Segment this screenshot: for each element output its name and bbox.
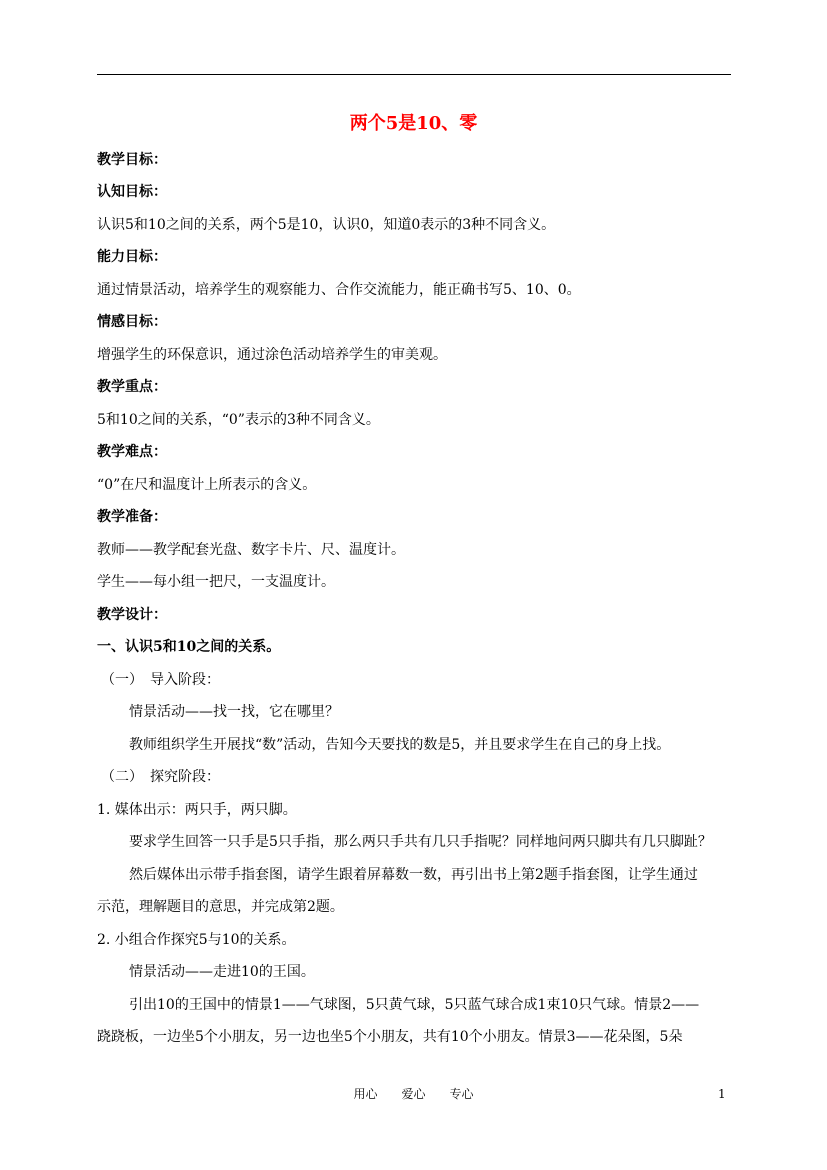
section-heading: 教学重点： — [97, 379, 167, 395]
paragraph-line: 然后媒体出示带手指套图，请学生跟着屏幕数一数，再引出书上第2题手指套图，让学生通过 — [129, 867, 698, 883]
paragraph-line: 学生——每小组一把尺，一支温度计。 — [97, 574, 335, 590]
paragraph-line: （一） 导入阶段： — [101, 672, 220, 688]
paragraph-line: 情景活动——走进10的王国。 — [129, 964, 315, 980]
page-title: 两个5是10、零 — [349, 113, 478, 134]
section-heading: 教学目标： — [97, 152, 167, 168]
section-heading: 教学设计： — [97, 607, 167, 623]
header-rule — [97, 74, 731, 75]
paragraph-line: 2. 小组合作探究5与10的关系。 — [97, 932, 296, 948]
paragraph-line: （二） 探究阶段： — [101, 769, 220, 785]
paragraph-line: 引出10的王国中的情景1——气球图，5只黄气球，5只蓝气球合成1束10只气球。情景2—— — [129, 997, 700, 1013]
section-heading: 情感目标： — [97, 314, 167, 330]
footer-text: 用心 爱心 专心 — [353, 1087, 474, 1101]
paragraph-line: “0”在尺和温度计上所表示的含义。 — [97, 477, 317, 493]
paragraph-line: 教师组织学生开展找“数”活动，告知今天要找的数是5，并且要求学生在自己的身上找。 — [129, 737, 671, 753]
paragraph-line: 认识5和10之间的关系，两个5是10，认识0，知道0表示的3种不同含义。 — [97, 217, 556, 233]
paragraph-line: 跷跷板，一边坐5个小朋友，另一边也坐5个小朋友，共有10个小朋友。情景3——花朵图，5朵 — [97, 1029, 683, 1045]
section-heading: 教学难点： — [97, 444, 167, 460]
section-heading: 一、认识5和10之间的关系。 — [97, 639, 281, 655]
paragraph-line: 情景活动——找一找，它在哪里？ — [129, 704, 339, 720]
section-heading: 教学准备： — [97, 509, 167, 525]
paragraph-line: 教师——教学配套光盘、数字卡片、尺、温度计。 — [97, 542, 405, 558]
paragraph-line: 通过情景活动，培养学生的观察能力、合作交流能力，能正确书写5、10、0。 — [97, 282, 581, 298]
paragraph-line: 1. 媒体出示：两只手，两只脚。 — [97, 802, 297, 818]
section-heading: 认知目标： — [97, 184, 167, 200]
paragraph-line: 示范，理解题目的意思，并完成第2题。 — [97, 899, 344, 915]
page-number: 1 — [718, 1087, 726, 1101]
paragraph-line: 增强学生的环保意识，通过涂色活动培养学生的审美观。 — [97, 347, 447, 363]
section-heading: 能力目标： — [97, 249, 167, 265]
paragraph-line: 要求学生回答一只手是5只手指，那么两只手共有几只手指呢？同样地问两只脚共有几只脚趾？ — [129, 834, 712, 850]
paragraph-line: 5和10之间的关系，“0”表示的3种不同含义。 — [97, 412, 380, 428]
